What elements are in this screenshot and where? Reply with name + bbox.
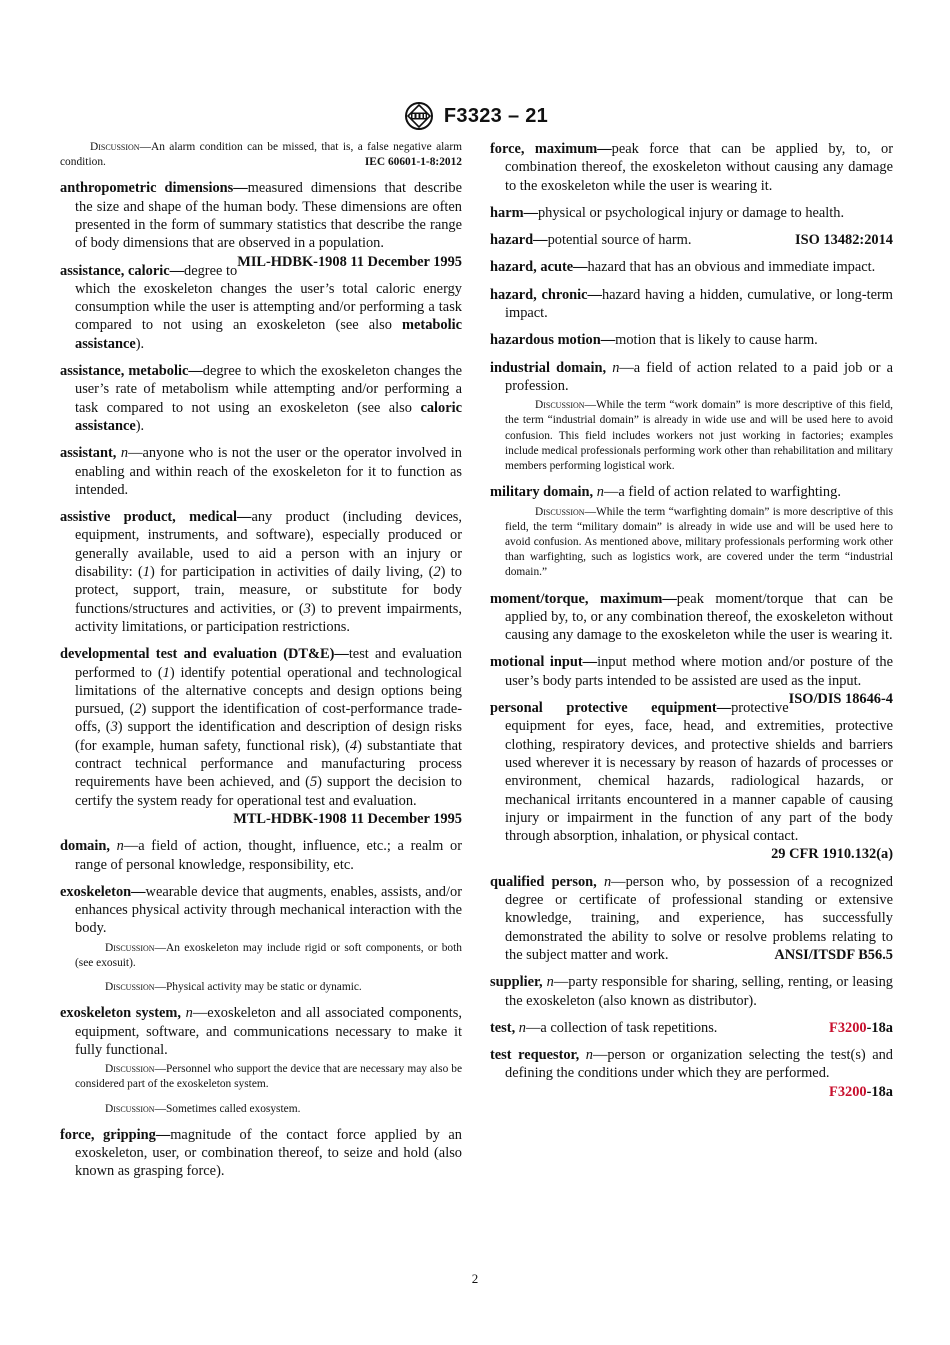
astm-logo-icon (402, 101, 436, 131)
discussion-military-domain: Discussion—While the term “warfighting domain” is more descriptive of this field, the term “military domain” is already in wide use and will be used here to avoid confusion. As mentioned above, military professionals performing work other than warfighting, such as logistics work, are covered under the term “industrial domain.” (505, 505, 893, 579)
definition-domain: domain, n—a field of action, thought, influence, etc.; a realm or range of personal knowledge, responsibility, etc. (60, 838, 462, 873)
reference: ISO 13482:2014 (795, 232, 893, 249)
definition-moment-torque-maximum: moment/torque, maximum—peak moment/torque that can be applied by, to, or any combination thereof, the exoskeleton without causing any damage to the exoskeleton while the user is wearing it. (490, 590, 893, 644)
document-id: F3323 – 21 (443, 104, 549, 127)
definition-test-requestor: test requestor, n—person or organization selecting the test(s) and defining the conditions under which they are performed. F3200-18a (490, 1047, 893, 1100)
reference: F3200-18a (829, 1019, 893, 1036)
reference-link-f3200[interactable]: F3200 (829, 1083, 867, 1100)
definition-anthropometric-dimensions: anthropometric dimensions—measured dimensions that describe the size and shape of the human body. These dimensions are often presented in the form of summary statistics that describe the range of body dimensions that are observed in a population. MIL-HDBK-1908 11 December 1995 (60, 180, 462, 270)
discussion-alarm: Discussion—An alarm condition can be missed, that is, a false negative alarm condition. IEC 60601-1-8:2012 (60, 140, 462, 170)
discussion-exoskeleton-system-2: Discussion—Sometimes called exosystem. (105, 1102, 301, 1115)
reference: ISO/DIS 18646-4 (788, 691, 893, 708)
definition-assistance-metabolic: assistance, metabolic—degree to which the exoskeleton changes the user’s rate of metabolism while attempting and/or performing a task compared to not using an exoskeleton (see also caloric assistance). (60, 363, 462, 434)
definition-test: test, n—a collection of task repetitions. F3200-18a (490, 1019, 893, 1036)
definition-supplier: supplier, n—party responsible for sharing, selling, renting, or leasing the exoskeleton (also known as distributor). (490, 974, 893, 1009)
page-number: 2 (471, 1271, 479, 1286)
reference: F3200-18a (829, 1083, 893, 1100)
definition-hazard-acute: hazard, acute—hazard that has an obvious and immediate impact. (490, 259, 876, 276)
right-column (490, 140, 893, 1110)
left-column (60, 140, 462, 1190)
definition-exoskeleton-system: exoskeleton system, n—exoskeleton and all associated components, equipment, software, and communications necessary to make it fully functional. (60, 1005, 462, 1058)
definition-assistance-caloric: assistance, caloric—degree to which the exoskeleton changes the user’s total caloric energy consumption while the user is attempting and/or performing a task compared to not using an exoskeleton (see also metabolic assistance). (60, 262, 462, 352)
definition-hazard-chronic: hazard, chronic—hazard having a hidden, cumulative, or long-term impact. (490, 286, 893, 322)
discussion-exoskeleton-2: Discussion—Physical activity may be static or dynamic. (105, 981, 362, 994)
definition-military-domain: military domain, n—a field of action related to warfighting. (490, 484, 841, 501)
definition-exoskeleton: exoskeleton—wearable device that augments, enables, assists, and/or enhances physical activity through mechanical interaction with the body. (60, 883, 462, 937)
definition-hazardous-motion: hazardous motion—motion that is likely to cause harm. (490, 332, 818, 349)
definition-assistant: assistant, n—anyone who is not the user or the operator involved in enabling and within reach of the exoskeleton for it to function as intended. (60, 445, 462, 498)
reference: IEC 60601-1-8:2012 (364, 156, 462, 169)
reference: 29 CFR 1910.132(a) (771, 846, 893, 863)
definition-personal-protective-equipment: personal protective equipment—protective equipment for eyes, face, head, and extremities, protective clothing, respiratory devices, and protective shields and barriers used wherever it is necessary by reason of hazards of processes or environment, chemical hazards, radiological hazards, or mechanical irritants encountered in a manner capable of causing injury or impairment in the function of any part of the body through absorption, inhalation, or physical contact. 29 CFR 1910.132(a) (490, 700, 893, 863)
definition-hazard: hazard—potential source of harm. ISO 13482:2014 (490, 232, 893, 249)
page-header (0, 99, 950, 133)
reference: MIL-HDBK-1908 11 December 1995 (237, 253, 462, 270)
definition-assistive-product-medical: assistive product, medical—any product (including devices, equipment, instruments, and software), especially produced or generally available, used to aid a person with an injury or disability: (1) for participation in activities of daily living, (2) to protect, support, train, measure, or substitute for body functions/structures and activities, or (3) to prevent impairments, activity limitations, or participation restrictions. (60, 509, 463, 635)
definition-harm: harm—physical or psychological injury or damage to health. (490, 204, 845, 221)
reference: MTL-HDBK-1908 11 December 1995 (233, 810, 462, 827)
definition-developmental-test-and-evaluation: developmental test and evaluation (DT&E)—test and evaluation performed to (1) identify potential operational and technological limitations of the alternative concepts and design options being pursued, (2) support the identification of cost-performance trade-offs, (3) support the identification and description of design risks (for example, human safety, functional risk), (4) substantiate that contract technical performance and manufacturing process requirements have been achieved, and (5) support the decision to certify the system ready for operational test and evaluation. MTL-HDBK-1908 11 December 1995 (60, 646, 462, 827)
definition-qualified-person: qualified person, n—person who, by possession of a recognized degree or certificate of professional standing or extensive knowledge, training, and experience, has successfully demonstrated the ability to solve or resolve problems relating to the subject matter and work. ANSI/ITSDF B56.5 (490, 873, 893, 963)
definition-motional-input: motional input—input method where motion and/or posture of the user’s body parts intended to be assisted are used as the input. ISO/DIS 18646-4 (490, 654, 894, 708)
definition-industrial-domain: industrial domain, n—a field of action related to a paid job or a profession. (490, 359, 893, 394)
definition-force-gripping: force, gripping—magnitude of the contact force applied by an exoskeleton, user, or combination thereof, to seize and hold (also known as grasping force). (60, 1126, 462, 1180)
reference: ANSI/ITSDF B56.5 (774, 946, 893, 963)
discussion-exoskeleton-system-1: Discussion—Personnel who support the device that are necessary may also be considered part of the exoskeleton system. (75, 1063, 462, 1091)
discussion-industrial-domain: Discussion—While the term “work domain” is more descriptive of this field, the term “industrial domain” is already in wide use and will be used here to avoid confusion. This field includes workers not just working in factories; examples include medical professionals performing work other than rehabilitation and military members performing logistical work. (505, 399, 893, 473)
reference-link-f3200[interactable]: F3200 (829, 1019, 867, 1036)
discussion-exoskeleton-1: Discussion—An exoskeleton may include rigid or soft components, or both (see exosuit). (75, 941, 462, 969)
definition-force-maximum: force, maximum—peak force that can be applied by, to, or combination thereof, the exoskeleton without causing any damage to the exoskeleton while the user is wearing it. (490, 141, 893, 194)
